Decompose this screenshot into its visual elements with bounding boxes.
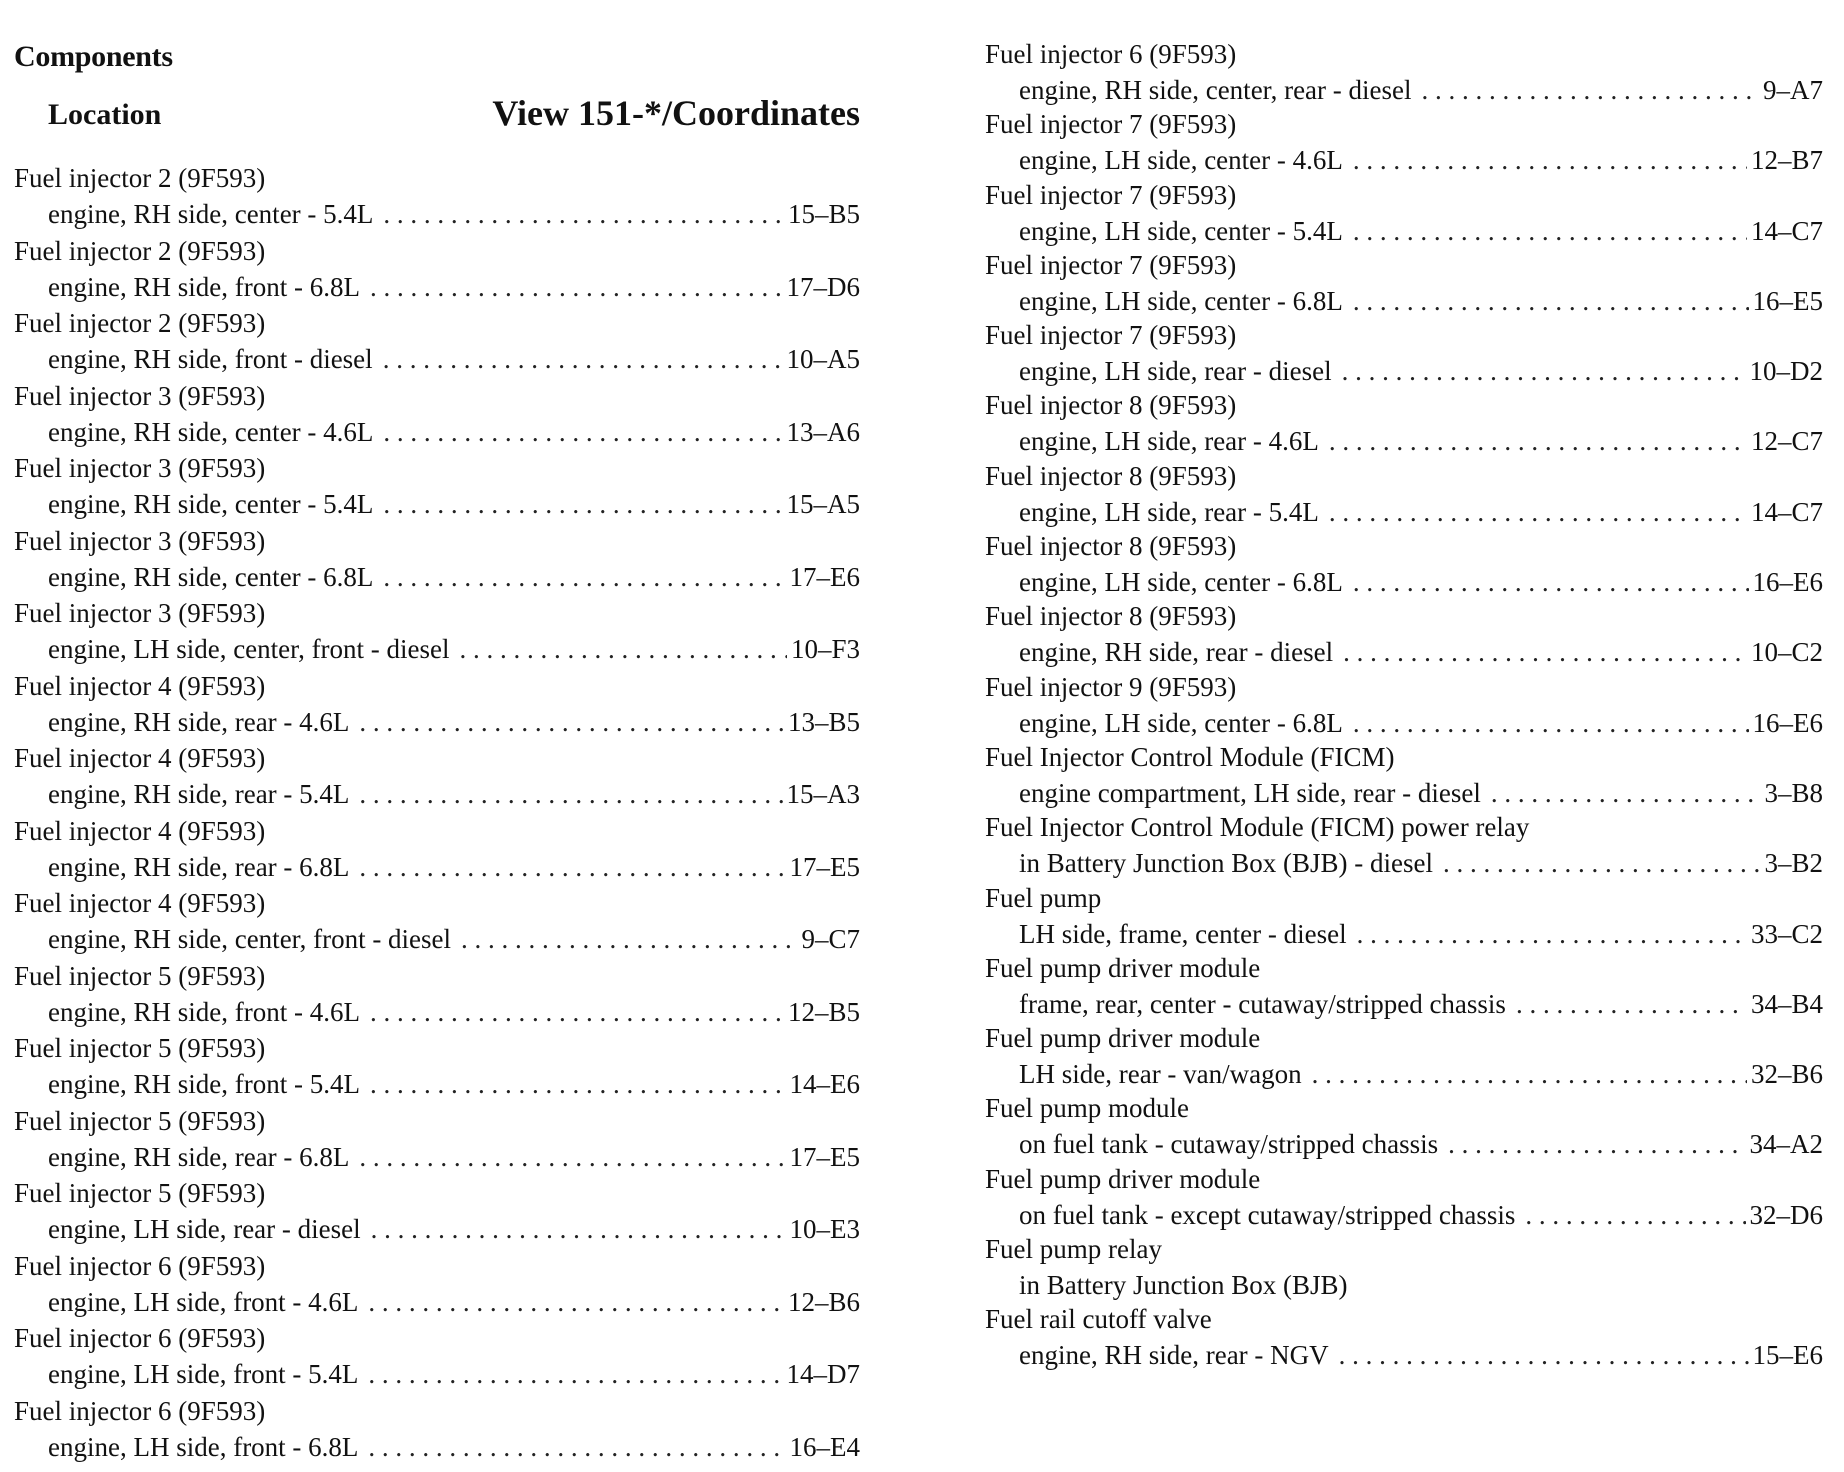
component-name: Fuel rail cutoff valve	[985, 1304, 1212, 1335]
view-coordinate: 10–E3	[789, 1214, 860, 1244]
dot-leader	[370, 1066, 786, 1102]
component-location: engine, RH side, rear - 6.8L	[48, 1141, 350, 1172]
component-location-row	[985, 775, 1823, 811]
dot-leader	[1353, 564, 1749, 600]
component-location: in Battery Junction Box (BJB)	[1019, 1270, 1348, 1301]
component-entry	[14, 305, 860, 378]
component-location: engine, RH side, front - 4.6L	[48, 996, 360, 1027]
view-coordinate: 15–A5	[786, 489, 860, 519]
component-name: Fuel injector 7 (9F593)	[985, 249, 1237, 280]
component-location-row	[14, 414, 860, 450]
component-name: Fuel pump relay	[985, 1234, 1162, 1265]
component-location-row	[14, 196, 860, 232]
view-coordinate: 32–B6	[1750, 1059, 1823, 1090]
component-name: Fuel injector 8 (9F593)	[985, 390, 1237, 421]
component-location: LH side, rear - van/wagon	[1019, 1059, 1302, 1090]
dot-leader	[1353, 213, 1747, 249]
component-location-row	[14, 1284, 860, 1320]
dot-leader	[1353, 142, 1747, 178]
section-title: Components	[14, 40, 173, 73]
component-location-row	[985, 1267, 1823, 1303]
component-entry	[985, 598, 1823, 668]
view-coordinate: 12–B6	[787, 1286, 860, 1317]
view-coordinate: 16–E4	[789, 1431, 860, 1462]
view-coordinate: 12–B5	[787, 996, 860, 1027]
view-coordinate: 16–E6	[1752, 567, 1823, 598]
component-location-row	[14, 849, 860, 885]
view-coordinate: 14–D7	[786, 1359, 860, 1389]
component-entry	[14, 958, 860, 1031]
component-location-row	[985, 353, 1823, 389]
component-name: Fuel pump driver module	[985, 1163, 1261, 1194]
component-location-row	[985, 423, 1823, 459]
component-location: engine, LH side, front - 5.4L	[48, 1359, 359, 1389]
component-entry	[985, 669, 1823, 739]
view-coordinate: 14–E6	[789, 1069, 860, 1099]
component-location-row	[985, 72, 1823, 108]
component-location: engine, LH side, center - 4.6L	[1019, 145, 1343, 176]
component-entry	[985, 1090, 1823, 1160]
component-location: engine, RH side, center - 5.4L	[48, 489, 374, 519]
dot-leader	[359, 849, 785, 885]
view-coordinate: 10–D2	[1749, 356, 1823, 387]
component-location: engine, LH side, center - 6.8L	[1019, 567, 1343, 598]
component-name: Fuel injector 4 (9F593)	[14, 888, 266, 918]
component-entry	[14, 1248, 860, 1321]
component-entry	[14, 740, 860, 813]
view-coordinate: 13–B5	[787, 706, 860, 737]
dot-leader	[368, 1356, 782, 1392]
component-location: engine, LH side, center - 5.4L	[1019, 215, 1343, 246]
component-location: engine, LH side, front - 6.8L	[48, 1431, 359, 1462]
dot-leader	[370, 994, 784, 1030]
component-name: Fuel injector 2 (9F593)	[14, 308, 266, 338]
dot-leader	[1342, 353, 1746, 389]
component-location: engine, RH side, rear - 5.4L	[48, 779, 350, 809]
view-coordinate: 3–B2	[1764, 848, 1823, 879]
component-location-row	[985, 213, 1823, 249]
component-name: Fuel injector 4 (9F593)	[14, 815, 266, 846]
component-location: frame, rear, center - cutaway/stripped chassis	[1019, 988, 1506, 1019]
dot-leader	[1339, 1337, 1749, 1373]
dot-leader	[383, 486, 782, 522]
component-location-row	[14, 921, 860, 957]
component-location-row	[985, 142, 1823, 178]
component-location-row	[985, 1056, 1823, 1092]
component-location-row	[14, 994, 860, 1030]
dot-leader	[1353, 705, 1749, 741]
view-coordinate: 3–B8	[1764, 777, 1823, 808]
view-coordinate: 17–E5	[789, 1141, 860, 1172]
component-entry	[14, 668, 860, 741]
component-location-row	[14, 1139, 860, 1175]
component-location-row	[985, 494, 1823, 530]
component-location: engine, RH side, center - 4.6L	[48, 416, 374, 447]
dot-leader	[370, 269, 783, 305]
component-name: Fuel injector 7 (9F593)	[985, 320, 1237, 351]
dot-leader	[383, 414, 782, 450]
component-name: Fuel injector 6 (9F593)	[14, 1250, 266, 1281]
view-coordinate: 9–C7	[801, 924, 860, 954]
component-location: engine, RH side, front - 6.8L	[48, 271, 360, 302]
component-entry	[985, 247, 1823, 317]
component-entry	[14, 1320, 860, 1393]
component-location-row	[985, 986, 1823, 1022]
view-coordinate: 34–B4	[1750, 988, 1823, 1019]
left-entry-list	[14, 160, 860, 1465]
view-coordinate: 12–B7	[1750, 145, 1823, 176]
component-location: engine, LH side, rear - 5.4L	[1019, 496, 1319, 527]
dot-leader	[1491, 775, 1761, 811]
view-coordinate: 9–A7	[1763, 75, 1823, 105]
component-entry	[985, 36, 1823, 106]
dot-leader	[1448, 1126, 1745, 1162]
component-name: Fuel injector 2 (9F593)	[14, 235, 266, 266]
dot-leader	[460, 631, 787, 667]
component-location: engine, LH side, center - 6.8L	[1019, 707, 1343, 738]
component-entry	[14, 813, 860, 886]
component-entry	[985, 739, 1823, 809]
component-location: on fuel tank - cutaway/stripped chassis	[1019, 1129, 1439, 1160]
component-location: engine compartment, LH side, rear - diesel	[1019, 777, 1481, 808]
dot-leader	[461, 921, 797, 957]
component-entry	[985, 177, 1823, 247]
component-location: engine, LH side, front - 4.6L	[48, 1286, 359, 1317]
view-coordinate: 12–C7	[1750, 426, 1823, 457]
dot-leader	[1329, 494, 1747, 530]
dot-leader	[383, 341, 783, 377]
component-location: engine, LH side, rear - diesel	[48, 1214, 361, 1244]
dot-leader	[368, 1429, 785, 1465]
dot-leader	[383, 559, 785, 595]
view-coordinate: 33–C2	[1750, 918, 1823, 949]
component-name: Fuel Injector Control Module (FICM)	[985, 741, 1395, 772]
component-entry	[14, 378, 860, 451]
component-name: Fuel injector 8 (9F593)	[985, 601, 1237, 632]
component-entry	[14, 1103, 860, 1176]
component-entry	[985, 880, 1823, 950]
component-location-row	[14, 341, 860, 377]
component-name: Fuel injector 5 (9F593)	[14, 960, 266, 991]
component-location-row	[14, 1066, 860, 1102]
dot-leader	[1422, 72, 1759, 108]
component-name: Fuel injector 6 (9F593)	[985, 39, 1237, 69]
view-coordinate: 17–E5	[789, 851, 860, 882]
component-entry	[14, 885, 860, 958]
view-coordinate: 10–A5	[786, 344, 860, 374]
component-location: engine, RH side, rear - 6.8L	[48, 851, 350, 882]
dot-leader	[1443, 845, 1761, 881]
component-name: Fuel injector 5 (9F593)	[14, 1178, 266, 1208]
dot-leader	[359, 704, 784, 740]
component-location-row	[985, 705, 1823, 741]
component-name: Fuel pump driver module	[985, 952, 1261, 983]
component-name: Fuel pump	[985, 882, 1102, 913]
component-location-row	[14, 776, 860, 812]
component-name: Fuel pump module	[985, 1093, 1189, 1124]
component-location-row	[14, 704, 860, 740]
component-name: Fuel injector 7 (9F593)	[985, 179, 1237, 210]
view-coordinate: 17–D6	[786, 271, 860, 302]
dot-leader	[1525, 1197, 1745, 1233]
component-entry	[985, 809, 1823, 879]
component-location: on fuel tank - except cutaway/stripped chassis	[1019, 1199, 1516, 1230]
component-entry	[14, 1393, 860, 1466]
component-location: engine, RH side, center - 5.4L	[48, 199, 374, 229]
right-entry-list	[985, 36, 1823, 1372]
dot-leader	[1516, 986, 1747, 1022]
component-location: LH side, frame, center - diesel	[1019, 918, 1347, 949]
component-name: Fuel injector 5 (9F593)	[14, 1033, 266, 1063]
component-name: Fuel injector 3 (9F593)	[14, 453, 266, 483]
component-location-row	[14, 1211, 860, 1247]
component-location: engine, RH side, center, rear - diesel	[1019, 75, 1412, 105]
view-coordinate: 14–C7	[1750, 496, 1823, 527]
component-name: Fuel injector 8 (9F593)	[985, 531, 1237, 562]
component-location-row	[985, 634, 1823, 670]
component-name: Fuel pump driver module	[985, 1023, 1261, 1054]
view-coordinate: 34–A2	[1749, 1129, 1823, 1160]
component-entry	[985, 458, 1823, 528]
component-entry	[985, 528, 1823, 598]
view-coordinate: 15–B5	[787, 199, 860, 229]
dot-leader	[359, 776, 782, 812]
view-coordinate: 15–A3	[786, 779, 860, 809]
component-location: engine, RH side, rear - NGV	[1019, 1340, 1329, 1371]
view-coordinate: 10–F3	[790, 634, 860, 664]
component-location: engine, LH side, center, front - diesel	[48, 634, 450, 664]
dot-leader	[1343, 634, 1747, 670]
component-name: Fuel injector 6 (9F593)	[14, 1323, 266, 1353]
component-entry	[985, 387, 1823, 457]
component-location: engine, LH side, rear - diesel	[1019, 356, 1332, 387]
component-entry	[14, 450, 860, 523]
component-location-row	[985, 1337, 1823, 1373]
view-coordinate: 13–A6	[786, 416, 860, 447]
component-entry	[14, 1175, 860, 1248]
component-name: Fuel injector 8 (9F593)	[985, 460, 1237, 491]
view-coordinates-header: View 151-*/Coordinates	[492, 93, 860, 133]
component-location-row	[985, 1197, 1823, 1233]
component-location-row	[14, 559, 860, 595]
component-entry	[985, 317, 1823, 387]
component-name: Fuel injector 4 (9F593)	[14, 743, 266, 773]
component-location-row	[985, 916, 1823, 952]
component-name: Fuel Injector Control Module (FICM) power relay	[985, 812, 1530, 843]
component-name: Fuel injector 3 (9F593)	[14, 525, 266, 556]
component-name: Fuel injector 2 (9F593)	[14, 163, 266, 193]
dot-leader	[371, 1211, 786, 1247]
view-coordinate: 15–E6	[1752, 1340, 1823, 1371]
component-location: engine, LH side, rear - 4.6L	[1019, 426, 1319, 457]
dot-leader	[1312, 1056, 1747, 1092]
component-entry	[14, 1030, 860, 1103]
component-location: engine, RH side, center - 6.8L	[48, 561, 374, 592]
component-location: engine, RH side, rear - diesel	[1019, 637, 1334, 668]
component-location: engine, RH side, front - diesel	[48, 344, 373, 374]
dot-leader	[368, 1284, 784, 1320]
component-location-row	[985, 845, 1823, 881]
component-location-row	[14, 631, 860, 667]
component-name: Fuel injector 7 (9F593)	[985, 109, 1237, 140]
dot-leader	[1329, 423, 1747, 459]
component-entry	[985, 950, 1823, 1020]
component-location-row	[14, 486, 860, 522]
component-entry	[14, 595, 860, 668]
component-location-row	[985, 564, 1823, 600]
component-name: Fuel injector 5 (9F593)	[14, 1105, 266, 1136]
component-entry	[985, 1231, 1823, 1301]
component-location: engine, RH side, front - 5.4L	[48, 1069, 360, 1099]
component-entry	[985, 1161, 1823, 1231]
component-entry	[985, 1301, 1823, 1371]
component-name: Fuel injector 9 (9F593)	[985, 671, 1237, 702]
component-location-row	[985, 1126, 1823, 1162]
view-coordinate: 32–D6	[1749, 1199, 1823, 1230]
dot-leader	[383, 196, 784, 232]
location-header: Location	[48, 98, 162, 131]
view-coordinate: 16–E6	[1752, 707, 1823, 738]
component-location-row	[14, 1429, 860, 1465]
component-name: Fuel injector 6 (9F593)	[14, 1395, 266, 1426]
component-entry	[14, 523, 860, 596]
component-location: engine, LH side, center - 6.8L	[1019, 285, 1343, 316]
component-entry	[14, 160, 860, 233]
component-location-row	[14, 269, 860, 305]
component-location: engine, RH side, center, front - diesel	[48, 924, 452, 954]
component-name: Fuel injector 3 (9F593)	[14, 598, 266, 628]
component-entry	[985, 1020, 1823, 1090]
component-entry	[985, 106, 1823, 176]
component-location: engine, RH side, rear - 4.6L	[48, 706, 350, 737]
dot-leader	[359, 1139, 785, 1175]
view-coordinate: 16–E5	[1752, 285, 1823, 316]
component-entry	[14, 233, 860, 306]
view-coordinate: 14–C7	[1750, 215, 1823, 246]
component-location-row	[985, 283, 1823, 319]
component-location: in Battery Junction Box (BJB) - diesel	[1019, 848, 1433, 879]
view-coordinate: 17–E6	[789, 561, 860, 592]
dot-leader	[1357, 916, 1747, 952]
dot-leader	[1353, 283, 1749, 319]
component-location-row	[14, 1356, 860, 1392]
component-name: Fuel injector 4 (9F593)	[14, 670, 266, 701]
component-name: Fuel injector 3 (9F593)	[14, 380, 266, 411]
view-coordinate: 10–C2	[1750, 637, 1823, 668]
